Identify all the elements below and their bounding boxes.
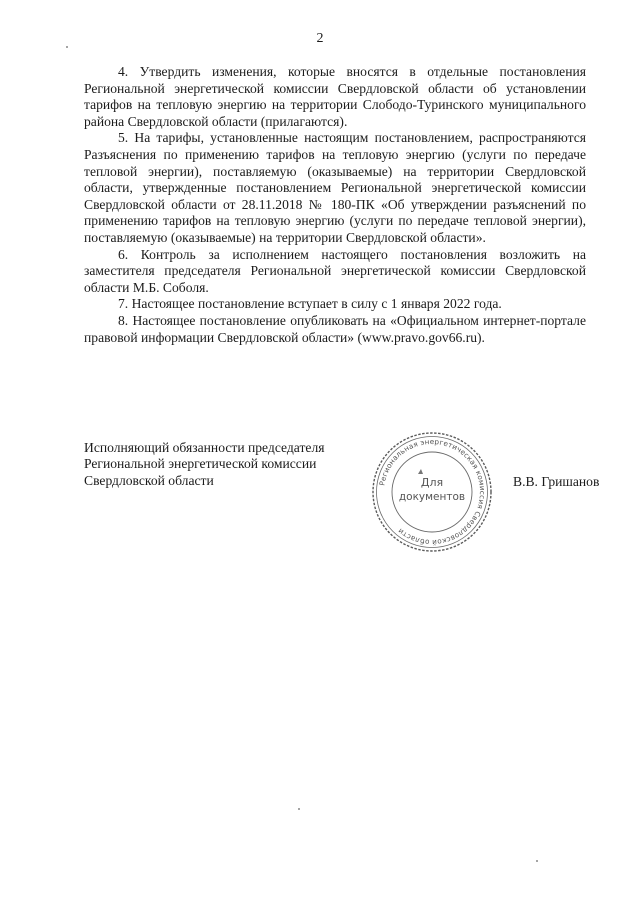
stamp-center-line: Для	[420, 476, 444, 489]
scan-speck	[298, 808, 300, 810]
paragraph-item-5: 5. На тарифы, установленные настоящим постановлением, распространяются Разъяснения по применению тарифов на тепловую энергию (услуги по передаче тепловой энергии), поставляемую (оказываемые) на территории Свердловской области, утвержденные постановлением Региональной энергетической комиссии Свердловской области от 28.11.2018 № 180-ПК «Об утверждении разъяснений по применению тарифов на тепловую энергию (услуги по передаче тепловой энергии), поставляемую (оказываемые) на территории Свердловской области».	[84, 130, 586, 245]
stamp-seal-icon	[370, 430, 494, 554]
signatory-title-line: Свердловской области	[84, 472, 214, 488]
paragraph-item-4: 4. Утвердить изменения, которые вносятся в отдельные постановления Региональной энергетической комиссии Свердловской области об установлении тарифов на тепловую энергию на территории Слободо-Туринского муниципального района Свердловской области (прилагаются).	[84, 64, 586, 129]
signatory-name: В.В. Гришанов	[513, 474, 600, 489]
signatory-title-line: Региональной энергетической комиссии	[84, 456, 317, 472]
page-number: 2	[316, 31, 324, 46]
stamp-center-line: документов	[398, 491, 466, 503]
scan-speck	[536, 860, 538, 862]
paragraph-item-6: 6. Контроль за исполнением настоящего постановления возложить на заместителя председателя Региональной энергетической комиссии Свердловской области М.Б. Соболя.	[84, 246, 586, 295]
signatory-title	[84, 440, 354, 489]
paragraph-item-7: 7. Настоящее постановление вступает в силу с 1 января 2022 года.	[118, 296, 502, 312]
scan-speck	[66, 46, 68, 48]
paragraph-item-8: 8. Настоящее постановление опубликовать на «Официальном интернет-портале правовой информации Свердловской области» (www.pravo.gov66.ru).	[84, 312, 586, 345]
document-body	[84, 64, 586, 346]
stamp-ring-text: Региональная энергетическая комиссия Свердловской области	[377, 436, 488, 548]
official-stamp	[370, 430, 494, 554]
signatory-title-line: Исполняющий обязанности председателя	[84, 440, 325, 455]
